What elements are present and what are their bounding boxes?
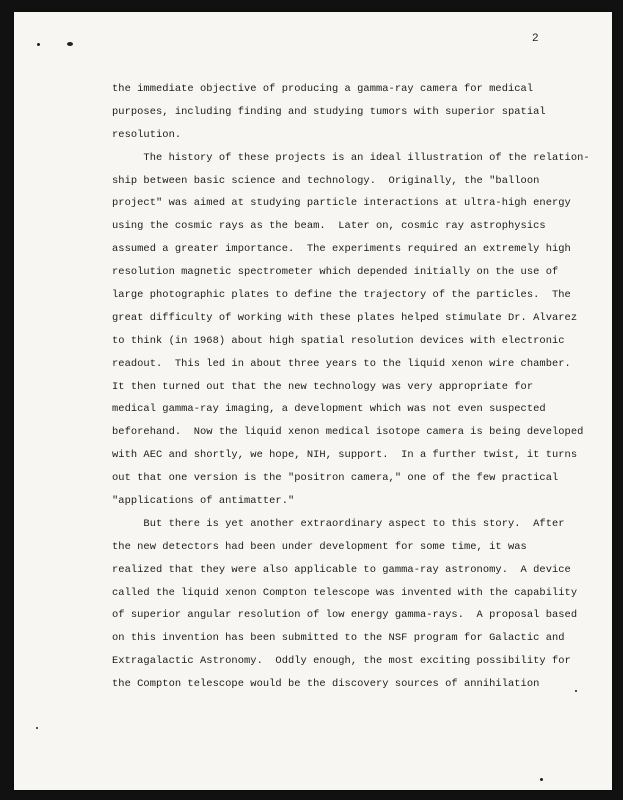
text-line: of superior angular resolution of low energy gamma-rays. A proposal based [112,609,578,622]
text-line: with AEC and shortly, we hope, NIH, support. In a further twist, it turns [112,449,578,462]
text-line: The history of these projects is an ideal illustration of the relation- [112,151,590,164]
paper-speck [36,727,38,729]
paper-speck [540,778,543,781]
text-line: It then turned out that the new technology was very appropriate for [112,380,534,393]
text-line: ship between basic science and technology. Originally, the "balloon [112,174,540,187]
text-line: project" was aimed at studying particle interactions at ultra-high energy [112,197,571,210]
page-number: 2 [532,33,539,45]
paper-speck [37,43,40,46]
text-line: using the cosmic rays as the beam. Later on, cosmic ray astrophysics [112,220,546,233]
text-line: beforehand. Now the liquid xenon medical isotope camera is being developed [112,426,584,439]
text-line: "applications of antimatter." [112,495,295,508]
text-line: assumed a greater importance. The experiments required an extremely high [112,243,571,256]
text-line: resolution. [112,128,182,141]
text-line: the immediate objective of producing a gamma-ray camera for medical [112,83,534,95]
text-line: to think (in 1968) about high spatial resolution devices with electronic [112,334,565,347]
text-line: the new detectors had been under development for some time, it was [112,540,527,553]
text-line: realized that they were also applicable to gamma-ray astronomy. A device [112,563,571,576]
text-line: resolution magnetic spectrometer which depended initially on the use of [112,266,559,279]
text-line: medical gamma-ray imaging, a development which was not even suspected [112,403,546,416]
text-line: readout. This led in about three years to the liquid xenon wire chamber. [112,357,571,370]
text-line: purposes, including finding and studying tumors with superior spatial [112,105,546,118]
text-line: the Compton telescope would be the discovery sources of annihilation [112,678,540,691]
text-line: called the liquid xenon Compton telescope was invented with the capability [112,586,578,599]
text-line: on this invention has been submitted to the NSF program for Galactic and [112,632,565,645]
text-line: great difficulty of working with these plates helped stimulate Dr. Alvarez [112,311,578,324]
text-line: Extragalactic Astronomy. Oddly enough, the most exciting possibility for [112,655,571,668]
text-line: But there is yet another extraordinary aspect to this story. After [112,517,565,530]
text-line: out that one version is the "positron camera," one of the few practical [112,472,559,485]
paper-speck [67,42,73,46]
paper-speck [575,690,577,692]
text-line: large photographic plates to define the trajectory of the particles. The [112,289,571,302]
body-text [112,78,590,696]
